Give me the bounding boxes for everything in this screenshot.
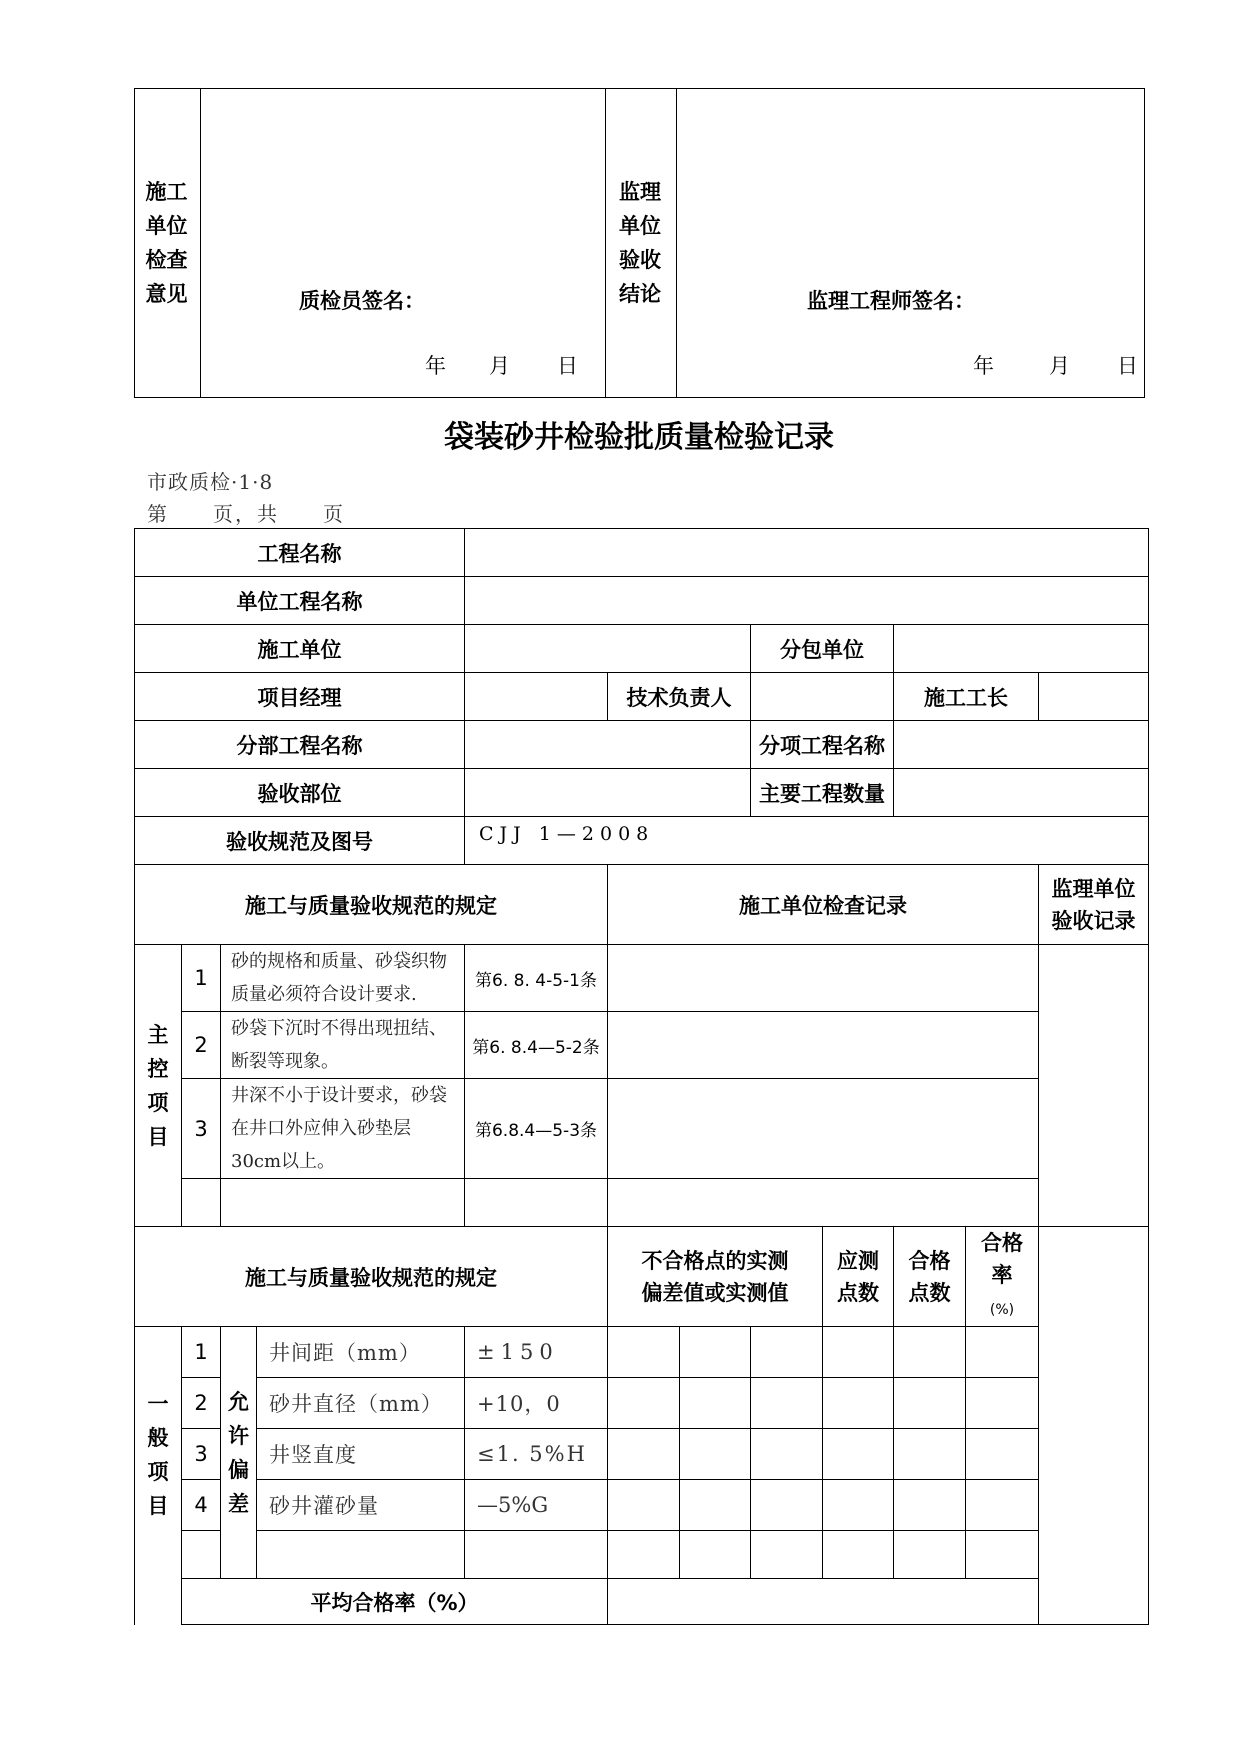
pass-points-cell[interactable]	[894, 1378, 966, 1429]
project-manager-field[interactable]	[465, 673, 608, 721]
main-item-clause-empty[interactable]	[465, 1179, 608, 1227]
main-item-text: 井深不小于设计要求，砂袋在井口外应伸入砂垫层30cm以上。	[221, 1079, 465, 1179]
main-supervision-header: 监理单位验收记录	[1039, 865, 1149, 945]
date-day: 日	[557, 354, 578, 378]
deviation-cell[interactable]	[680, 1327, 751, 1378]
main-item-record[interactable]	[608, 1179, 1039, 1227]
general-item-no: 2	[182, 1378, 221, 1429]
deviation-cell[interactable]	[680, 1480, 751, 1531]
pass-points-header: 合格点数	[894, 1227, 966, 1327]
spec-value: CJJ 1—2008	[465, 817, 1149, 865]
subcontract-unit-field[interactable]	[894, 625, 1149, 673]
division-name-field[interactable]	[465, 721, 751, 769]
main-item-no: 1	[182, 945, 221, 1012]
inspector-signature-label: 质检员签名：	[299, 289, 425, 313]
main-group-label: 主控项目	[135, 945, 182, 1227]
top-signature-table	[134, 88, 1145, 398]
main-item-clause: 第6. 8. 4-5-1条	[465, 945, 608, 1012]
supervision-conclusion-cell[interactable]	[677, 89, 1145, 398]
average-pass-rate-field[interactable]	[608, 1579, 1039, 1625]
deviation-cell[interactable]	[680, 1378, 751, 1429]
tech-lead-field[interactable]	[751, 673, 894, 721]
tolerance-label: 允许偏差	[221, 1327, 257, 1579]
main-supervision-record[interactable]	[1039, 945, 1149, 1227]
general-item-name: 砂井灌砂量	[257, 1480, 465, 1531]
main-item-record[interactable]	[608, 1079, 1039, 1179]
main-item-no-empty	[182, 1179, 221, 1227]
date-year: 年	[973, 354, 994, 378]
main-quantity-field[interactable]	[894, 769, 1149, 817]
general-item-value: —5%G	[465, 1480, 608, 1531]
deviation-cell[interactable]	[608, 1378, 680, 1429]
deviation-cell[interactable]	[608, 1531, 680, 1579]
general-item-name: 砂井直径（mm）	[257, 1378, 465, 1429]
main-item-record[interactable]	[608, 945, 1039, 1012]
inspection-form-table	[134, 528, 1149, 1625]
deviation-cell[interactable]	[751, 1429, 823, 1480]
form-code: 市政质检·1·8	[147, 470, 274, 494]
general-item-value: +10，0	[465, 1378, 608, 1429]
main-item-no: 2	[182, 1012, 221, 1079]
tech-lead-label: 技术负责人	[608, 673, 751, 721]
date-day: 日	[1117, 354, 1138, 378]
pass-rate-header: 合格率 (%)	[966, 1227, 1039, 1327]
main-quantity-label: 主要工程数量	[751, 769, 894, 817]
main-item-text: 砂的规格和质量、砂袋织物质量必须符合设计要求.	[221, 945, 465, 1012]
subitem-name-label: 分项工程名称	[751, 721, 894, 769]
unit-project-label: 单位工程名称	[135, 577, 465, 625]
general-item-name: 井竖直度	[257, 1429, 465, 1480]
points-cell[interactable]	[823, 1531, 894, 1579]
unit-project-field[interactable]	[465, 577, 1149, 625]
deviation-header: 不合格点的实测偏差值或实测值	[608, 1227, 823, 1327]
project-name-label: 工程名称	[135, 529, 465, 577]
general-item-name-empty[interactable]	[257, 1531, 465, 1579]
main-item-clause: 第6.8.4—5-3条	[465, 1079, 608, 1179]
deviation-cell[interactable]	[680, 1531, 751, 1579]
subitem-name-field[interactable]	[894, 721, 1149, 769]
general-spec-header: 施工与质量验收规范的规定	[135, 1227, 608, 1327]
deviation-cell[interactable]	[751, 1480, 823, 1531]
acceptance-part-field[interactable]	[465, 769, 751, 817]
general-item-no-empty	[182, 1531, 221, 1579]
engineer-signature-label: 监理工程师签名：	[807, 289, 975, 313]
deviation-cell[interactable]	[751, 1327, 823, 1378]
pass-points-cell[interactable]	[894, 1480, 966, 1531]
acceptance-part-label: 验收部位	[135, 769, 465, 817]
subcontract-unit-label: 分包单位	[751, 625, 894, 673]
points-header: 应测点数	[823, 1227, 894, 1327]
general-supervision-record[interactable]	[1039, 1227, 1149, 1625]
deviation-cell[interactable]	[608, 1327, 680, 1378]
deviation-cell[interactable]	[751, 1531, 823, 1579]
points-cell[interactable]	[823, 1429, 894, 1480]
page-title: 袋装砂井检验批质量检验记录	[444, 420, 834, 455]
average-pass-rate-label: 平均合格率（%）	[182, 1579, 608, 1625]
general-item-no: 3	[182, 1429, 221, 1480]
points-cell[interactable]	[823, 1378, 894, 1429]
general-item-no: 1	[182, 1327, 221, 1378]
deviation-cell[interactable]	[608, 1429, 680, 1480]
main-item-text-empty[interactable]	[221, 1179, 465, 1227]
date-month: 月	[489, 354, 510, 378]
general-item-name: 井间距（mm）	[257, 1327, 465, 1378]
pass-rate-cell[interactable]	[966, 1480, 1039, 1531]
main-spec-header: 施工与质量验收规范的规定	[135, 865, 608, 945]
deviation-cell[interactable]	[751, 1378, 823, 1429]
foreman-label: 施工工长	[894, 673, 1039, 721]
main-item-no: 3	[182, 1079, 221, 1179]
construction-opinion-label: 施工单位检查意见	[135, 89, 201, 398]
foreman-field[interactable]	[1039, 673, 1149, 721]
construction-opinion-cell[interactable]	[201, 89, 606, 398]
pass-points-cell[interactable]	[894, 1531, 966, 1579]
main-item-record[interactable]	[608, 1012, 1039, 1079]
pass-rate-cell[interactable]	[966, 1378, 1039, 1429]
points-cell[interactable]	[823, 1480, 894, 1531]
construction-unit-label: 施工单位	[135, 625, 465, 673]
main-record-header: 施工单位检查记录	[608, 865, 1039, 945]
construction-unit-field[interactable]	[465, 625, 751, 673]
project-name-field[interactable]	[465, 529, 1149, 577]
main-item-text: 砂袋下沉时不得出现扭结、断裂等现象。	[221, 1012, 465, 1079]
division-name-label: 分部工程名称	[135, 721, 465, 769]
date-month: 月	[1049, 354, 1070, 378]
pass-rate-cell[interactable]	[966, 1327, 1039, 1378]
supervision-conclusion-label: 监理单位验收结论	[606, 89, 677, 398]
pass-rate-cell[interactable]	[966, 1531, 1039, 1579]
deviation-cell[interactable]	[680, 1429, 751, 1480]
deviation-cell[interactable]	[608, 1480, 680, 1531]
general-group-label: 一般项目	[135, 1327, 182, 1625]
pass-points-cell[interactable]	[894, 1327, 966, 1378]
spec-label: 验收规范及图号	[135, 817, 465, 865]
general-item-value: ±150	[465, 1327, 608, 1378]
pass-points-cell[interactable]	[894, 1429, 966, 1480]
points-cell[interactable]	[823, 1327, 894, 1378]
date-year: 年	[425, 354, 446, 378]
project-manager-label: 项目经理	[135, 673, 465, 721]
pass-rate-cell[interactable]	[966, 1429, 1039, 1480]
general-item-no: 4	[182, 1480, 221, 1531]
general-item-value-empty[interactable]	[465, 1531, 608, 1579]
page-counter: 第 页，共 页	[147, 502, 345, 526]
general-item-value: ≤1. 5%H	[465, 1429, 608, 1480]
main-item-clause: 第6. 8.4—5-2条	[465, 1012, 608, 1079]
